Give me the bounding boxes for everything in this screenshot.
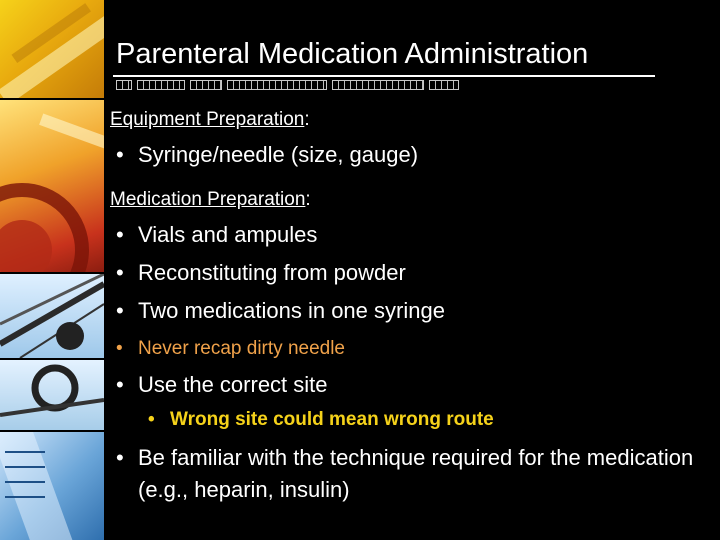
bullet-two-medications: • Two medications in one syringe [110, 298, 710, 324]
syringe-closeup-photo-icon [0, 432, 104, 540]
slide-title: Parenteral Medication Administration [116, 38, 589, 70]
medication-bullet-list [110, 222, 710, 506]
bullet-vials-ampules: • Vials and ampules [110, 222, 710, 248]
section-label-medication: Medication Preparation: [110, 189, 311, 210]
needles-photo-icon [0, 274, 104, 358]
stethoscope-photo-icon [0, 100, 104, 272]
instruments-photo-panel [0, 360, 104, 430]
bullet-never-recap: • Never recap dirty needle [110, 336, 710, 362]
section-label-equipment: Equipment Preparation: [110, 109, 310, 130]
bullet-reconstituting: • Reconstituting from powder [110, 260, 710, 286]
slide-body [110, 108, 710, 506]
syringe-closeup-photo-panel [0, 432, 104, 540]
instruments-photo-icon [0, 360, 104, 430]
equipment-bullet-list [110, 142, 710, 168]
syringe-photo-icon [0, 0, 104, 98]
sub-bullet-wrong-site: • Wrong site could mean wrong route [110, 408, 710, 432]
medical-image-strip [0, 0, 104, 540]
title-underline [113, 75, 655, 77]
needles-photo-panel [0, 274, 104, 358]
title-decoration [116, 80, 459, 90]
bullet-syringe-needle: • Syringe/needle (size, gauge) [110, 142, 710, 168]
stethoscope-photo-panel [0, 100, 104, 272]
bullet-correct-site: • Use the correct site [110, 372, 710, 398]
syringe-photo-panel [0, 0, 104, 98]
bullet-technique: • Be familiar with the technique required for the medication (e.g., heparin, insulin) [110, 442, 698, 506]
